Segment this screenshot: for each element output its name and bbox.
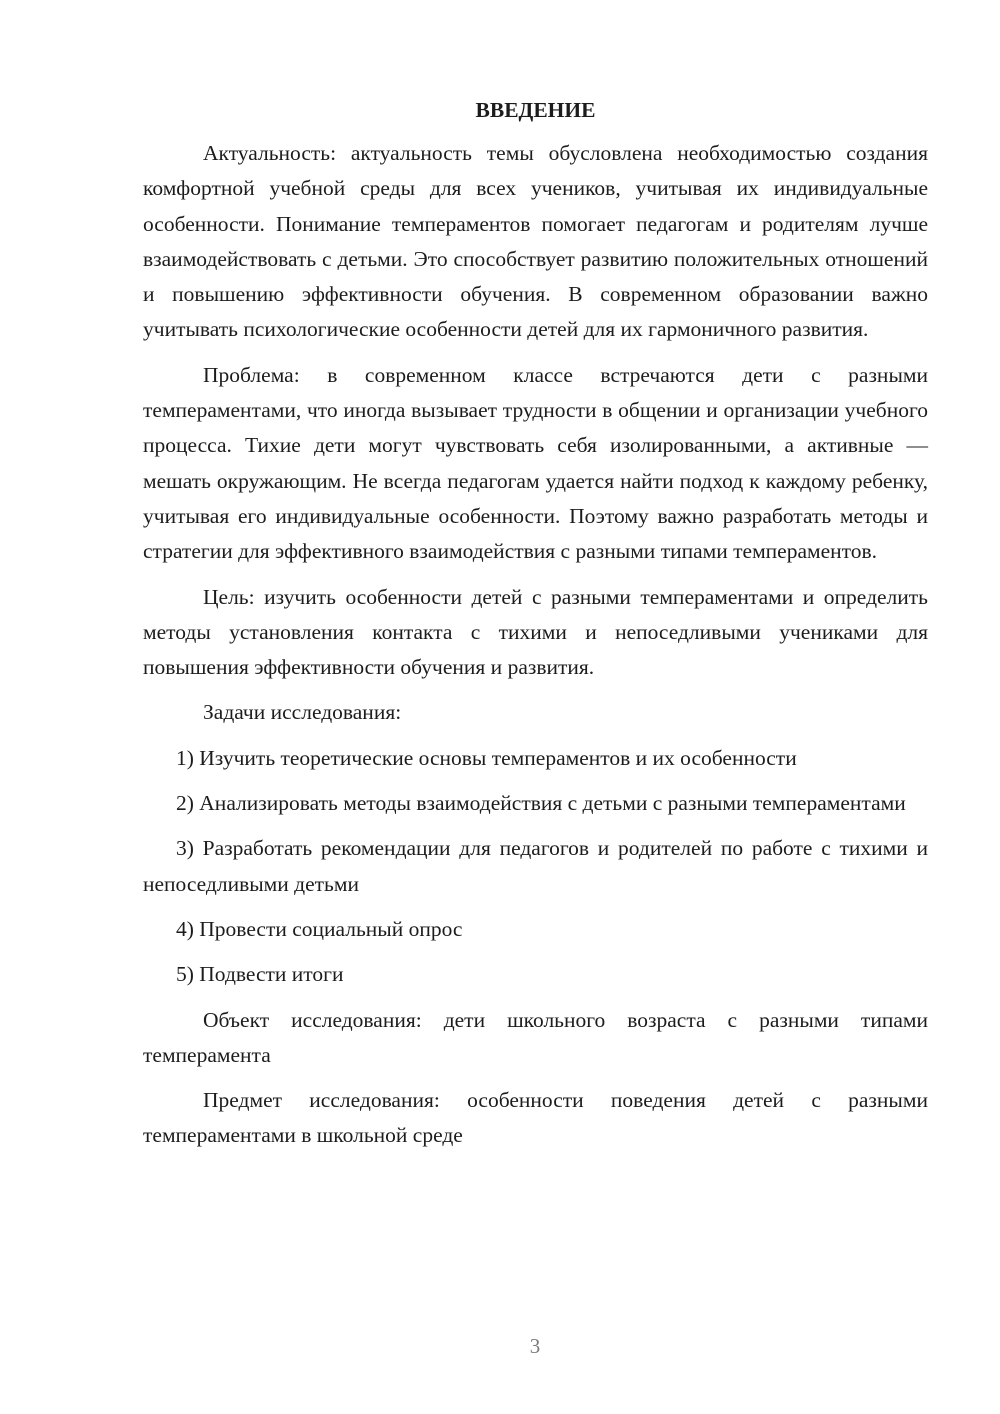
object-paragraph: Объект исследования: дети школьного возраста с разными типами темперамента xyxy=(143,1007,928,1067)
task-item-1: 1) Изучить теоретические основы темпераментов и их особенности xyxy=(176,745,797,770)
relevance-paragraph: Актуальность: актуальность темы обусловлена необходимостью создания комфортной учебной среды для всех учеников, учитывая их индивидуальные особенности. Понимание темпераментов помогает педагогам и родителям лучше взаимодействовать с детьми. Это способствует развитию положительных отношений и повышению эффективности обучения. В современном образовании важно учитывать психологические особенности детей для их гармоничного развития. xyxy=(143,141,928,342)
page-content xyxy=(143,93,928,1154)
task-item-4: 4) Провести социальный опрос xyxy=(176,916,463,941)
subject-paragraph: Предмет исследования: особенности поведения детей с разными темпераментами в школьной среде xyxy=(143,1088,928,1148)
task-item-2: 2) Анализировать методы взаимодействия с детьми с разными темпераментами xyxy=(176,791,906,816)
goal-paragraph: Цель: изучить особенности детей с разными темпераментами и определить методы установления контакта с тихими и непоседливыми учениками для повышения эффективности обучения и развития. xyxy=(143,584,928,680)
tasks-heading: Задачи исследования: xyxy=(203,700,402,725)
task-item-3: 3) Разработать рекомендации для педагогов и родителей по работе с тихими и непоседливыми детьми xyxy=(143,836,928,896)
problem-paragraph: Проблема: в современном классе встречаются дети с разными темпераментами, что иногда вызывает трудности в общении и организации учебного процесса. Тихие дети могут чувствовать себя изолированными, а активные — мешать окружающим. Не всегда педагогам удается найти подход к каждому ребенку, учитывая его индивидуальные особенности. Поэтому важно разработать методы и стратегии для эффективного взаимодействия с разными типами темпераментов. xyxy=(143,362,928,564)
page-title: ВВЕДЕНИЕ xyxy=(475,98,596,122)
task-item-5: 5) Подвести итоги xyxy=(176,962,344,987)
page-number: 3 xyxy=(529,1334,541,1358)
